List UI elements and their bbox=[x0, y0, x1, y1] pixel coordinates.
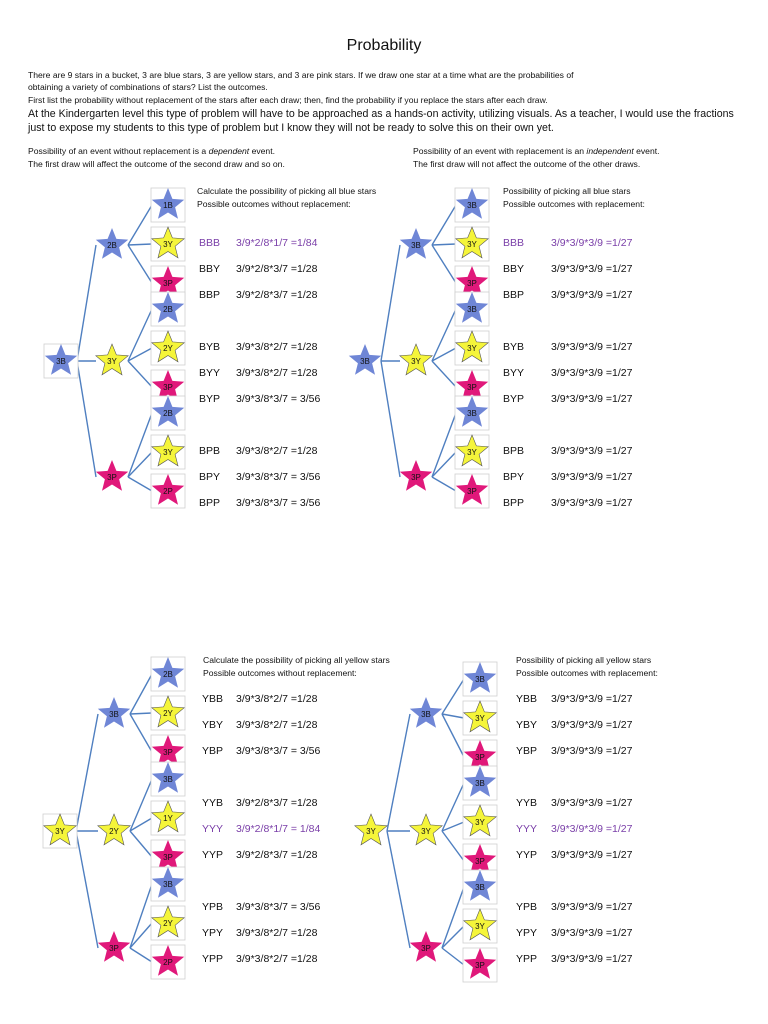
outcome-code: YYP bbox=[202, 849, 224, 861]
second-draw-star bbox=[400, 460, 432, 491]
outcome-row bbox=[199, 367, 318, 379]
outcome-row bbox=[503, 471, 633, 483]
outcome-probability: 3/9*3/8*2/7 =1/28 bbox=[236, 445, 318, 457]
star-label: 3Y bbox=[411, 357, 421, 366]
branch-line bbox=[432, 205, 456, 245]
outcome-row bbox=[202, 745, 321, 757]
outcome-row bbox=[503, 393, 633, 405]
third-draw-star bbox=[463, 805, 497, 839]
third-draw-star bbox=[151, 945, 185, 979]
third-draw-star bbox=[463, 870, 497, 904]
outcome-probability: 3/9*3/8*3/7 = 3/56 bbox=[236, 745, 321, 757]
branch-line bbox=[130, 831, 152, 857]
star-label: 2Y bbox=[163, 919, 173, 928]
branch-line bbox=[130, 779, 152, 831]
branch-line bbox=[432, 452, 456, 477]
star-label: 3Y bbox=[475, 922, 485, 931]
star-label: 3B bbox=[163, 775, 173, 784]
star-label: 3B bbox=[109, 710, 119, 719]
outcome-probability: 3/9*2/8*3/7 =1/28 bbox=[236, 849, 318, 861]
star-label: 2P bbox=[163, 487, 173, 496]
branch-line bbox=[128, 309, 152, 361]
outcome-code: BBB bbox=[199, 237, 221, 249]
branch-line bbox=[128, 413, 152, 477]
outcome-probability: 3/9*3/9*3/9 =1/27 bbox=[551, 263, 633, 275]
tree-heading: Possibility of picking all blue stars bbox=[503, 186, 631, 196]
outcome-row bbox=[202, 927, 318, 939]
outcome-row bbox=[199, 471, 321, 483]
branch-line bbox=[432, 244, 456, 245]
outcome-probability: 3/9*3/9*3/9 =1/27 bbox=[551, 901, 633, 913]
star-label: 3B bbox=[421, 710, 431, 719]
second-draw-star bbox=[410, 931, 442, 962]
branch-line bbox=[432, 309, 456, 361]
root-star bbox=[355, 814, 387, 845]
star-label: 2B bbox=[163, 305, 173, 314]
third-draw-star bbox=[455, 188, 489, 222]
star-label: 3Y bbox=[475, 818, 485, 827]
branch-line bbox=[128, 245, 152, 283]
star-label: 3P bbox=[475, 857, 485, 866]
outcome-code: BBB bbox=[503, 237, 525, 249]
branch-line bbox=[442, 887, 464, 948]
star-label: 2Y bbox=[163, 344, 173, 353]
star-label: 2Y bbox=[109, 827, 119, 836]
outcome-row bbox=[503, 445, 633, 457]
intro-line-1: There are 9 stars in a bucket, 3 are blue stars, 3 are yellow stars, and 3 are pink stars. If we draw one star at a time what are the probabilities of bbox=[28, 70, 574, 80]
branch-line bbox=[128, 205, 152, 245]
outcome-code: YYB bbox=[202, 797, 224, 809]
outcome-row bbox=[503, 237, 633, 249]
star-label: 3P bbox=[163, 279, 173, 288]
third-draw-star bbox=[151, 801, 185, 835]
branch-line bbox=[128, 452, 152, 477]
outcome-probability: 3/9*3/8*2/7 =1/28 bbox=[236, 953, 318, 965]
third-draw-star bbox=[151, 657, 185, 691]
outcome-code: YYY bbox=[516, 823, 538, 835]
star-label: 3P bbox=[411, 473, 421, 482]
independent-explanation: The first draw will not affect the outcome of the other draws. bbox=[413, 158, 641, 169]
second-draw-star bbox=[410, 697, 442, 728]
branch-line bbox=[442, 714, 464, 757]
root-star bbox=[349, 344, 381, 375]
outcome-probability: 3/9*3/9*3/9 =1/27 bbox=[551, 471, 633, 483]
root-star bbox=[43, 814, 77, 848]
outcome-probability: 3/9*3/9*3/9 =1/27 bbox=[551, 719, 633, 731]
outcome-code: BPP bbox=[199, 497, 221, 509]
outcome-row bbox=[503, 341, 633, 353]
probability-tree-1 bbox=[44, 186, 376, 509]
star-label: 3P bbox=[109, 944, 119, 953]
third-draw-star bbox=[455, 396, 489, 430]
branch-line bbox=[130, 714, 152, 752]
branch-line bbox=[128, 244, 152, 245]
outcome-probability: 3/9*3/9*3/9 =1/27 bbox=[551, 341, 633, 353]
outcome-row bbox=[503, 367, 633, 379]
outcome-probability: 3/9*2/8*1/7 =1/84 bbox=[236, 237, 318, 249]
outcome-code: YBY bbox=[202, 719, 224, 731]
branch-line bbox=[130, 948, 152, 962]
outcome-code: BPY bbox=[503, 471, 525, 483]
branch-line bbox=[442, 948, 464, 965]
outcome-probability: 3/9*3/9*3/9 =1/27 bbox=[551, 237, 633, 249]
outcome-row bbox=[516, 693, 633, 705]
third-draw-star bbox=[455, 331, 489, 365]
probability-tree-3 bbox=[43, 655, 390, 979]
outcome-row bbox=[516, 719, 633, 731]
branch-line bbox=[442, 714, 464, 718]
tree-heading: Calculate the possibility of picking all blue stars bbox=[197, 186, 377, 196]
intro-line-3: First list the probability without replacement of the stars after each draw; then, find the probability if you replace the stars after each draw. bbox=[28, 95, 548, 105]
star-label: 3P bbox=[421, 944, 431, 953]
branch-line bbox=[128, 361, 152, 387]
branch-line bbox=[432, 245, 456, 283]
outcome-probability: 3/9*2/8*3/7 =1/28 bbox=[236, 263, 318, 275]
branch-line bbox=[76, 831, 98, 948]
outcome-code: YYP bbox=[516, 849, 538, 861]
outcome-code: BYB bbox=[503, 341, 525, 353]
second-draw-star bbox=[98, 697, 130, 728]
star-label: 2B bbox=[163, 670, 173, 679]
star-label: 3Y bbox=[421, 827, 431, 836]
star-label: 3Y bbox=[467, 344, 477, 353]
branch-line bbox=[77, 361, 96, 477]
tree-subheading: Possible outcomes without replacement: bbox=[203, 668, 357, 678]
outcome-row bbox=[503, 497, 633, 509]
independent-term: independent bbox=[586, 146, 634, 156]
star-label: 1Y bbox=[163, 814, 173, 823]
outcome-code: BBY bbox=[199, 263, 221, 275]
tree-heading: Calculate the possibility of picking all yellow stars bbox=[203, 655, 390, 665]
outcome-probability: 3/9*3/9*3/9 =1/27 bbox=[551, 393, 633, 405]
star-label: 2P bbox=[163, 958, 173, 967]
outcome-code: BYP bbox=[199, 393, 221, 405]
outcome-code: BBY bbox=[503, 263, 525, 275]
outcome-code: BPY bbox=[199, 471, 221, 483]
intro-line-2: obtaining a variety of combinations of stars? List the outcomes. bbox=[28, 82, 268, 92]
branch-line bbox=[387, 831, 410, 948]
star-label: 3B bbox=[163, 880, 173, 889]
outcome-row bbox=[516, 927, 633, 939]
dependent-term: dependent bbox=[208, 146, 250, 156]
star-label: 3Y bbox=[366, 827, 376, 836]
third-draw-star bbox=[455, 227, 489, 261]
outcome-code: BPB bbox=[503, 445, 525, 457]
star-label: 3Y bbox=[107, 357, 117, 366]
outcome-code: BBP bbox=[503, 289, 525, 301]
tree-subheading: Possible outcomes with replacement: bbox=[516, 668, 658, 678]
outcome-code: BYB bbox=[199, 341, 221, 353]
outcome-row bbox=[516, 849, 633, 861]
outcome-probability: 3/9*3/9*3/9 =1/27 bbox=[551, 693, 633, 705]
branch-line bbox=[432, 361, 456, 387]
outcome-probability: 3/9*3/8*3/7 = 3/56 bbox=[236, 393, 321, 405]
outcome-code: YPB bbox=[202, 901, 224, 913]
second-draw-star bbox=[400, 228, 432, 259]
second-draw-star bbox=[96, 460, 128, 491]
outcome-row bbox=[202, 953, 318, 965]
outcome-code: YPY bbox=[202, 927, 224, 939]
outcome-row bbox=[516, 953, 633, 965]
star-label: 1B bbox=[163, 201, 173, 210]
third-draw-star bbox=[463, 948, 497, 982]
star-label: 3Y bbox=[55, 827, 65, 836]
tree-subheading: Possible outcomes without replacement: bbox=[197, 199, 351, 209]
second-draw-star bbox=[98, 931, 130, 962]
outcome-probability: 3/9*3/9*3/9 =1/27 bbox=[551, 953, 633, 965]
third-draw-star bbox=[151, 696, 185, 730]
outcome-code: YYB bbox=[516, 797, 538, 809]
outcome-probability: 3/9*2/8*3/7 =1/28 bbox=[236, 797, 318, 809]
branch-line bbox=[432, 413, 456, 477]
independent-text-a: Possibility of an event with replacement is an bbox=[413, 146, 587, 156]
star-label: 2B bbox=[163, 409, 173, 418]
outcome-row bbox=[516, 745, 633, 757]
outcome-probability: 3/9*3/9*3/9 =1/27 bbox=[551, 497, 633, 509]
dependent-text-b: event. bbox=[249, 146, 275, 156]
star-label: 3B bbox=[475, 779, 485, 788]
star-label: 3P bbox=[163, 853, 173, 862]
third-draw-star bbox=[151, 474, 185, 508]
branch-line bbox=[130, 923, 152, 948]
outcome-row bbox=[202, 797, 318, 809]
outcome-probability: 3/9*3/9*3/9 =1/27 bbox=[551, 367, 633, 379]
outcome-code: YPP bbox=[202, 953, 224, 965]
branch-line bbox=[381, 361, 400, 477]
outcome-row bbox=[503, 289, 633, 301]
star-label: 2B bbox=[107, 241, 117, 250]
outcome-row bbox=[202, 719, 318, 731]
outcome-row bbox=[516, 797, 633, 809]
star-label: 3Y bbox=[467, 448, 477, 457]
second-draw-star bbox=[410, 814, 442, 845]
star-label: 3P bbox=[467, 487, 477, 496]
outcome-row bbox=[202, 849, 318, 861]
star-label: 3B bbox=[56, 357, 66, 366]
outcome-row bbox=[516, 901, 633, 913]
branch-line bbox=[130, 674, 152, 714]
star-label: 3B bbox=[467, 201, 477, 210]
third-draw-star bbox=[151, 906, 185, 940]
star-label: 3Y bbox=[163, 240, 173, 249]
outcome-row bbox=[516, 823, 633, 835]
branch-line bbox=[77, 245, 96, 361]
outcome-row bbox=[202, 823, 321, 835]
star-label: 3P bbox=[107, 473, 117, 482]
dependent-explanation: The first draw will affect the outcome of the second draw and so on. bbox=[28, 158, 285, 169]
outcome-probability: 3/9*3/8*2/7 =1/28 bbox=[236, 927, 318, 939]
outcome-code: YPY bbox=[516, 927, 538, 939]
outcome-code: YBY bbox=[516, 719, 538, 731]
branch-line bbox=[130, 713, 152, 714]
star-label: 3P bbox=[163, 383, 173, 392]
outcome-probability: 3/9*3/9*3/9 =1/27 bbox=[551, 289, 633, 301]
outcome-row bbox=[202, 693, 318, 705]
outcome-code: BYY bbox=[503, 367, 525, 379]
outcome-code: YBB bbox=[202, 693, 224, 705]
outcome-row bbox=[199, 497, 321, 509]
outcome-probability: 3/9*3/9*3/9 =1/27 bbox=[551, 445, 633, 457]
outcome-probability: 3/9*3/8*3/7 = 3/56 bbox=[236, 901, 321, 913]
third-draw-star bbox=[151, 227, 185, 261]
outcome-row bbox=[199, 393, 321, 405]
outcome-probability: 3/9*3/8*2/7 =1/28 bbox=[236, 367, 318, 379]
outcome-probability: 3/9*3/8*3/7 = 3/56 bbox=[236, 497, 321, 509]
third-draw-star bbox=[151, 292, 185, 326]
third-draw-star bbox=[463, 909, 497, 943]
outcome-code: BBP bbox=[199, 289, 221, 301]
second-draw-star bbox=[400, 344, 432, 375]
branch-line bbox=[442, 679, 464, 714]
branch-line bbox=[76, 714, 98, 831]
outcome-code: BYY bbox=[199, 367, 221, 379]
star-label: 3B bbox=[360, 357, 370, 366]
outcome-probability: 3/9*3/9*3/9 =1/27 bbox=[551, 797, 633, 809]
star-label: 3Y bbox=[467, 240, 477, 249]
outcome-probability: 3/9*3/8*2/7 =1/28 bbox=[236, 719, 318, 731]
outcome-probability: 3/9*3/8*3/7 = 3/56 bbox=[236, 471, 321, 483]
outcome-code: BYP bbox=[503, 393, 525, 405]
tree-subheading: Possible outcomes with replacement: bbox=[503, 199, 645, 209]
second-draw-star bbox=[98, 814, 130, 845]
branch-line bbox=[381, 245, 400, 361]
outcome-code: YPB bbox=[516, 901, 538, 913]
outcome-code: BPB bbox=[199, 445, 221, 457]
branch-line bbox=[128, 477, 152, 491]
branch-line bbox=[387, 714, 410, 831]
second-draw-star bbox=[96, 344, 128, 375]
star-label: 2Y bbox=[163, 709, 173, 718]
star-label: 3Y bbox=[163, 448, 173, 457]
outcome-code: YPP bbox=[516, 953, 538, 965]
star-label: 3B bbox=[467, 305, 477, 314]
third-draw-star bbox=[151, 435, 185, 469]
tree-heading: Possibility of picking all yellow stars bbox=[516, 655, 652, 665]
probability-tree-2 bbox=[349, 186, 645, 509]
third-draw-star bbox=[455, 474, 489, 508]
outcome-probability: 3/9*2/8*1/7 = 1/84 bbox=[236, 823, 321, 835]
dependent-text-a: Possibility of an event without replacement is a bbox=[28, 146, 209, 156]
third-draw-star bbox=[463, 701, 497, 735]
branch-line bbox=[432, 477, 456, 491]
star-label: 3B bbox=[475, 675, 485, 684]
outcome-probability: 3/9*3/9*3/9 =1/27 bbox=[551, 849, 633, 861]
outcome-probability: 3/9*3/8*2/7 =1/28 bbox=[236, 693, 318, 705]
outcome-code: YBB bbox=[516, 693, 538, 705]
star-label: 3P bbox=[467, 279, 477, 288]
outcome-code: YBP bbox=[516, 745, 538, 757]
star-label: 3P bbox=[475, 961, 485, 970]
third-draw-star bbox=[151, 762, 185, 796]
teacher-note: At the Kindergarten level this type of problem will have to be approached as a hands-on activity, utilizing visuals. As a teacher, I would use the fractions just to expose my students to this type of problem but I know they will not be ready to solve this on their own yet. bbox=[28, 108, 734, 134]
third-draw-star bbox=[151, 188, 185, 222]
page-title: Probability bbox=[346, 37, 422, 54]
outcome-row bbox=[199, 445, 318, 457]
third-draw-star bbox=[151, 331, 185, 365]
outcome-code: BPP bbox=[503, 497, 525, 509]
outcome-row bbox=[199, 237, 318, 249]
star-label: 3Y bbox=[475, 714, 485, 723]
outcome-probability: 3/9*3/8*2/7 =1/28 bbox=[236, 341, 318, 353]
star-label: 3P bbox=[163, 748, 173, 757]
outcome-probability: 3/9*3/9*3/9 =1/27 bbox=[551, 927, 633, 939]
outcome-probability: 3/9*3/9*3/9 =1/27 bbox=[551, 745, 633, 757]
third-draw-star bbox=[151, 396, 185, 430]
second-draw-star bbox=[96, 228, 128, 259]
outcome-row bbox=[199, 289, 318, 301]
third-draw-star bbox=[151, 867, 185, 901]
star-label: 3P bbox=[475, 753, 485, 762]
third-draw-star bbox=[455, 292, 489, 326]
star-label: 3B bbox=[467, 409, 477, 418]
outcome-code: YBP bbox=[202, 745, 224, 757]
branch-line bbox=[130, 884, 152, 948]
outcome-code: YYY bbox=[202, 823, 224, 835]
root-star bbox=[44, 344, 78, 378]
outcome-row bbox=[503, 263, 633, 275]
outcome-row bbox=[199, 341, 318, 353]
third-draw-star bbox=[455, 435, 489, 469]
star-label: 3P bbox=[467, 383, 477, 392]
independent-text-b: event. bbox=[633, 146, 660, 156]
outcome-row bbox=[202, 901, 321, 913]
star-label: 3B bbox=[411, 241, 421, 250]
probability-tree-4 bbox=[355, 655, 658, 982]
branch-line bbox=[442, 831, 464, 861]
star-label: 3B bbox=[475, 883, 485, 892]
third-draw-star bbox=[463, 662, 497, 696]
outcome-probability: 3/9*3/9*3/9 =1/27 bbox=[551, 823, 633, 835]
outcome-probability: 3/9*2/8*3/7 =1/28 bbox=[236, 289, 318, 301]
outcome-row bbox=[199, 263, 318, 275]
third-draw-star bbox=[463, 766, 497, 800]
